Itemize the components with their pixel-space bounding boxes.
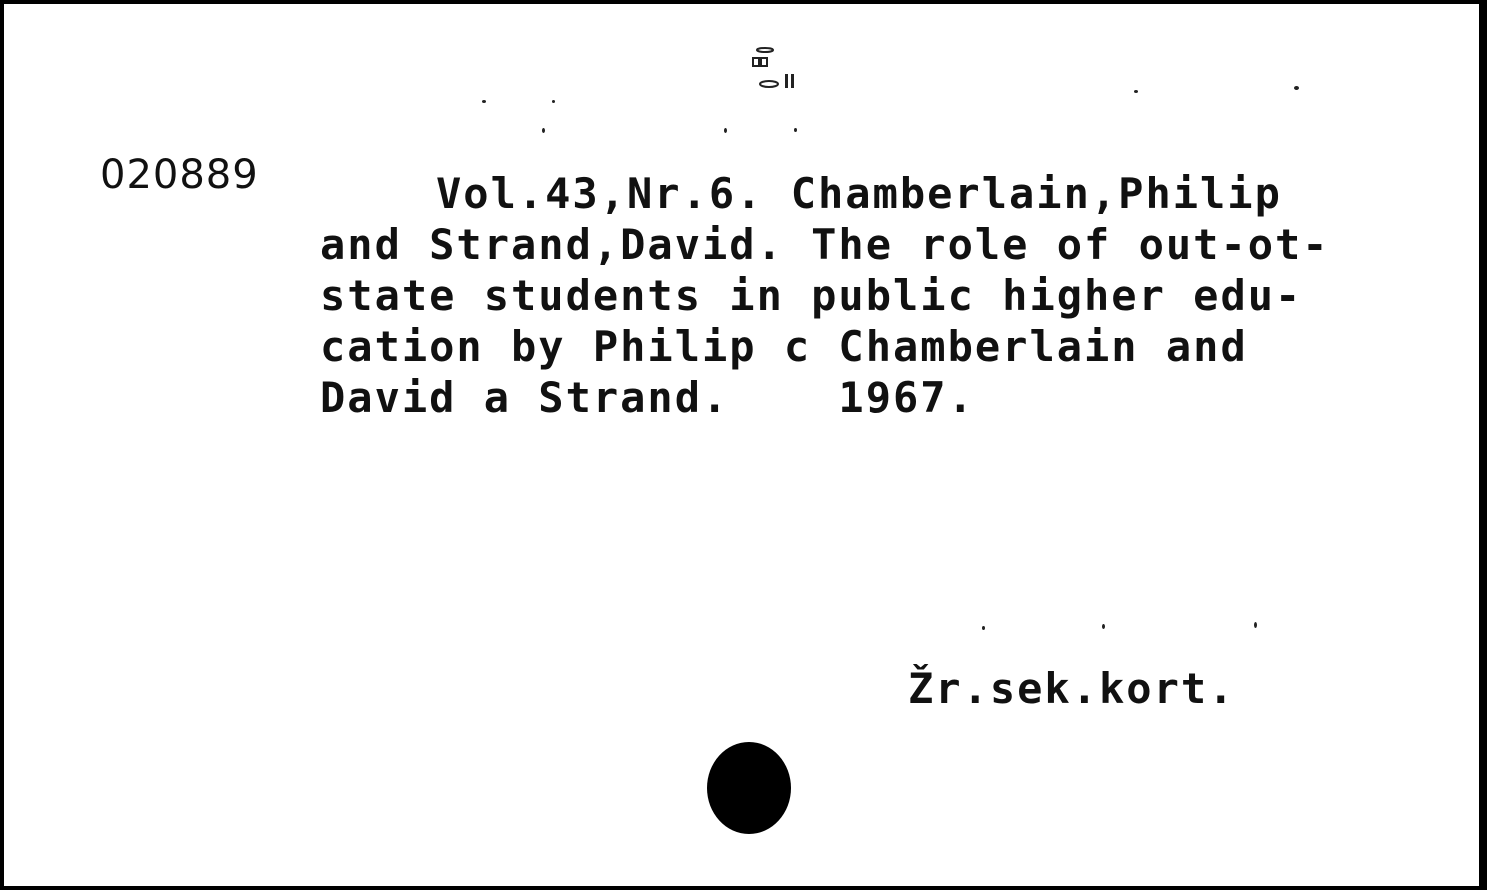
entry-text-line: David a Strand. 1967. (320, 373, 975, 422)
ink-speck (1102, 624, 1105, 629)
archive-stamp-mark (749, 46, 805, 94)
ink-speck (794, 128, 797, 132)
ink-speck (1254, 622, 1257, 628)
entry-text-line: cation by Philip c Chamberlain and (320, 322, 1248, 371)
ink-speck (482, 100, 486, 103)
punch-hole (707, 742, 791, 834)
entry-text-line: and Strand,David. The role of out-ot- (320, 220, 1330, 269)
entry-text-line: state students in public higher edu- (320, 271, 1303, 320)
ink-speck (982, 626, 985, 630)
catalog-number: 020889 (100, 152, 259, 198)
entry-text-line: Vol.43,Nr.6. Chamberlain,Philip (436, 169, 1282, 218)
location-note: Žr.sek.kort. (908, 664, 1236, 713)
ink-speck (1134, 90, 1138, 93)
ink-speck (724, 128, 727, 133)
ink-speck (1294, 86, 1299, 90)
ink-speck (542, 128, 545, 133)
ink-speck (552, 100, 555, 103)
